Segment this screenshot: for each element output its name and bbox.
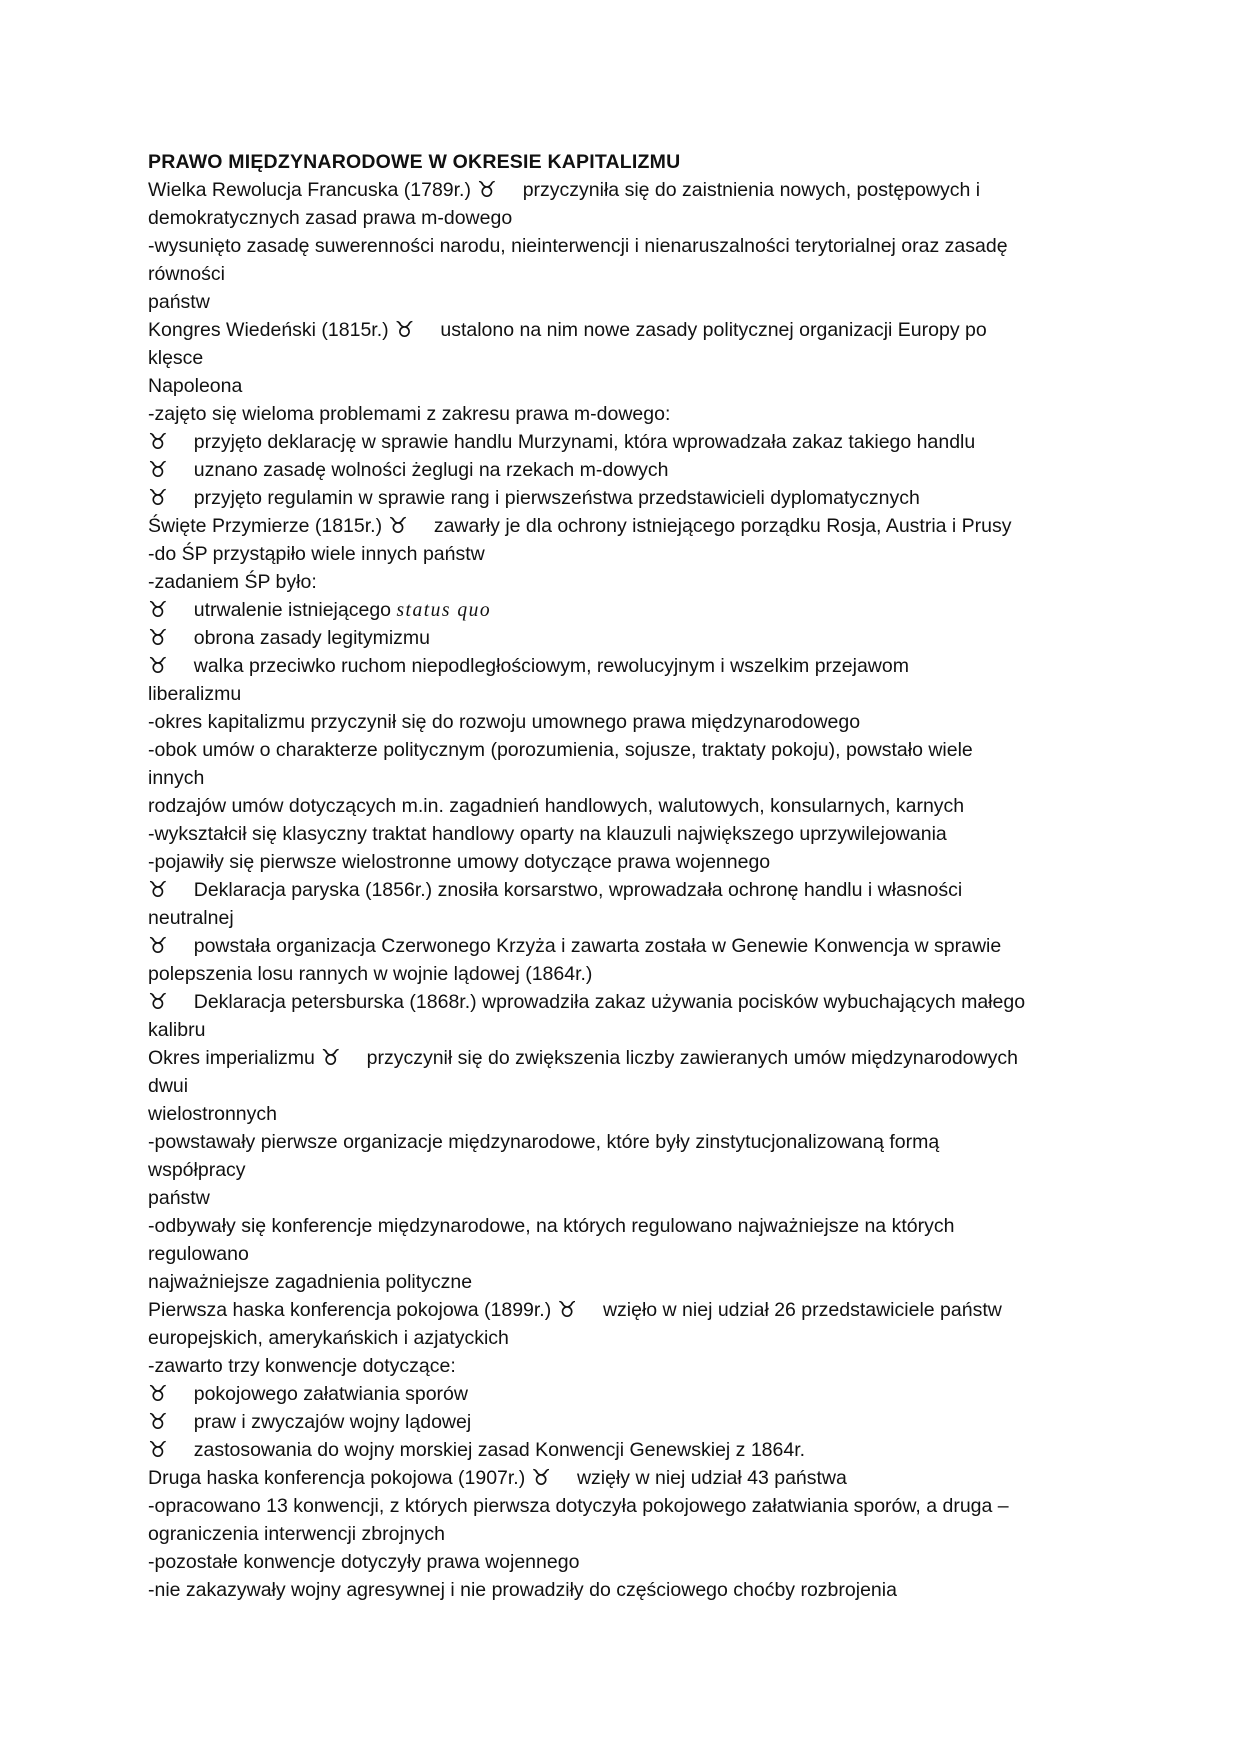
term-text: Wielka Rewolucja Francuska (1789r.): [148, 179, 471, 201]
taurus-bullet-icon: ♉: [148, 990, 168, 1015]
definition-line: [148, 512, 1088, 540]
text-line: -pozostałe konwencje dotyczyły prawa wojennego: [148, 1551, 580, 1573]
taurus-bullet-icon: ♉: [148, 934, 168, 959]
bullet-item: [148, 428, 1088, 456]
text-line: polepszenia losu rannych w wojnie lądowej (1864r.): [148, 963, 593, 985]
bullet-text: zastosowania do wojny morskiej zasad Konwencji Genewskiej z 1864r.: [193, 1439, 806, 1461]
text-line: ograniczenia interwencji zbrojnych: [148, 1523, 445, 1545]
bullet-item: [148, 1380, 1088, 1408]
taurus-bullet-icon: ♉: [148, 430, 168, 455]
text-line: państw: [148, 1187, 210, 1209]
definition-text: przyczyniła się do zaistnienia nowych, postępowych i: [522, 179, 981, 201]
term-text: Święte Przymierze (1815r.): [148, 515, 383, 537]
bullet-text: praw i zwyczajów wojny lądowej: [193, 1411, 472, 1433]
definition-text: ustalono na nim nowe zasady politycznej organizacji Europy po: [440, 319, 987, 341]
definition-line: [148, 176, 1088, 204]
bullet-text: pokojowego załatwiania sporów: [193, 1383, 468, 1405]
italic-term: status quo: [396, 600, 492, 621]
bullet-item: [148, 456, 1088, 484]
text-line: -nie zakazywały wojny agresywnej i nie prowadziły do częściowego choćby rozbrojenia: [148, 1579, 897, 1601]
taurus-bullet-icon: ♉: [557, 1298, 577, 1323]
bullet-item: [148, 932, 1088, 960]
text-line: -wysunięto zasadę suwerenności narodu, nieinterwencji i nienaruszalności terytorialnej oraz zasadę: [148, 235, 1008, 257]
definition-text: wzięły w niej udział 43 państwa: [576, 1467, 847, 1489]
taurus-bullet-icon: ♉: [148, 654, 168, 679]
text-line: regulowano: [148, 1243, 249, 1265]
bullet-text: obrona zasady legitymizmu: [193, 627, 431, 649]
bullet-text: walka przeciwko ruchom niepodległościowym, rewolucyjnym i wszelkim przejawom: [193, 655, 909, 677]
taurus-bullet-icon: ♉: [148, 598, 168, 623]
definition-line: [148, 1044, 1088, 1072]
text-line: -wykształcił się klasyczny traktat handlowy oparty na klauzuli największego uprzywilejowania: [148, 823, 947, 845]
text-line: europejskich, amerykańskich i azjatyckich: [148, 1327, 509, 1349]
bullet-item: [148, 484, 1088, 512]
document-title: PRAWO MIĘDZYNARODOWE W OKRESIE KAPITALIZMU: [148, 151, 681, 173]
taurus-bullet-icon: ♉: [148, 1438, 168, 1463]
text-line: -opracowano 13 konwencji, z których pierwsza dotyczyła pokojowego załatwiania sporów, a druga –: [148, 1495, 1009, 1517]
definition-line: [148, 1464, 1088, 1492]
text-line: neutralnej: [148, 907, 234, 929]
text-line: -okres kapitalizmu przyczynił się do rozwoju umownego prawa międzynarodowego: [148, 711, 861, 733]
text-line: najważniejsze zagadnienia polityczne: [148, 1271, 473, 1293]
taurus-bullet-icon: ♉: [148, 1410, 168, 1435]
bullet-item: [148, 988, 1088, 1016]
bullet-text: przyjęto deklarację w sprawie handlu Murzynami, która wprowadzała zakaz takiego handlu: [193, 431, 976, 453]
bullet-text: uznano zasadę wolności żeglugi na rzekach m-dowych: [193, 459, 669, 481]
bullet-item: [148, 624, 1088, 652]
bullet-item: [148, 652, 1088, 680]
taurus-bullet-icon: ♉: [476, 178, 497, 203]
definition-line: [148, 316, 1088, 344]
taurus-bullet-icon: ♉: [148, 626, 168, 651]
text-line: Napoleona: [148, 375, 243, 397]
text-line: liberalizmu: [148, 683, 242, 705]
text-line: innych: [148, 767, 205, 789]
text-line: -odbywały się konferencje międzynarodowe, na których regulowano najważniejsze na których: [148, 1215, 955, 1237]
text-line: demokratycznych zasad prawa m-dowego: [148, 207, 513, 229]
bullet-text: Deklaracja petersburska (1868r.) wprowadziła zakaz używania pocisków wybuchających małego: [193, 991, 1026, 1013]
text-line: kalibru: [148, 1019, 206, 1041]
document-body: [148, 148, 1088, 1604]
text-line: państw: [148, 291, 210, 313]
bullet-text: utrwalenie istniejącego: [193, 599, 392, 621]
term-text: Kongres Wiedeński (1815r.): [148, 319, 389, 341]
text-line: -zajęto się wieloma problemami z zakresu prawa m-dowego:: [148, 403, 671, 425]
taurus-bullet-icon: ♉: [394, 318, 415, 343]
text-line: wielostronnych: [148, 1103, 277, 1125]
definition-text: przyczynił się do zwiększenia liczby zawieranych umów międzynarodowych: [366, 1047, 1018, 1069]
bullet-item: [148, 1436, 1088, 1464]
text-line: klęsce: [148, 347, 204, 369]
bullet-text: Deklaracja paryska (1856r.) znosiła korsarstwo, wprowadzała ochronę handlu i własności: [193, 879, 963, 901]
text-line: równości: [148, 263, 225, 285]
text-line: -pojawiły się pierwsze wielostronne umowy dotyczące prawa wojennego: [148, 851, 771, 873]
text-line: rodzajów umów dotyczących m.in. zagadnień handlowych, walutowych, konsularnych, karnych: [148, 795, 965, 817]
term-text: Okres imperializmu: [148, 1047, 315, 1069]
taurus-bullet-icon: ♉: [148, 458, 168, 483]
taurus-bullet-icon: ♉: [531, 1466, 551, 1491]
document-page: [148, 148, 1088, 1604]
taurus-bullet-icon: ♉: [148, 486, 168, 511]
text-line: -zadaniem ŚP było:: [148, 571, 317, 593]
bullet-item: [148, 1408, 1088, 1436]
taurus-bullet-icon: ♉: [320, 1046, 341, 1071]
text-line: -zawarto trzy konwencje dotyczące:: [148, 1355, 456, 1377]
text-line: dwui: [148, 1075, 189, 1097]
bullet-item: [148, 876, 1088, 904]
text-line: -obok umów o charakterze politycznym (porozumienia, sojusze, traktaty pokoju), powstało wiele: [148, 739, 973, 761]
text-line: współpracy: [148, 1159, 246, 1181]
taurus-bullet-icon: ♉: [148, 1382, 168, 1407]
taurus-bullet-icon: ♉: [148, 878, 168, 903]
definition-line: [148, 1296, 1088, 1324]
taurus-bullet-icon: ♉: [388, 514, 408, 539]
definition-text: zawarły je dla ochrony istniejącego porządku Rosja, Austria i Prusy: [433, 515, 1012, 537]
bullet-item: [148, 596, 1088, 624]
term-text: Druga haska konferencja pokojowa (1907r.): [148, 1467, 526, 1489]
term-text: Pierwsza haska konferencja pokojowa (1899r.): [148, 1299, 552, 1321]
text-line: -powstawały pierwsze organizacje międzynarodowe, które były zinstytucjonalizowaną formą: [148, 1131, 940, 1153]
definition-text: wzięło w niej udział 26 przedstawiciele państw: [602, 1299, 1002, 1321]
bullet-text: powstała organizacja Czerwonego Krzyża i zawarta została w Genewie Konwencja w sprawie: [193, 935, 1002, 957]
text-line: -do ŚP przystąpiło wiele innych państw: [148, 543, 485, 565]
bullet-text: przyjęto regulamin w sprawie rang i pierwszeństwa przedstawicieli dyplomatycznych: [193, 487, 920, 509]
